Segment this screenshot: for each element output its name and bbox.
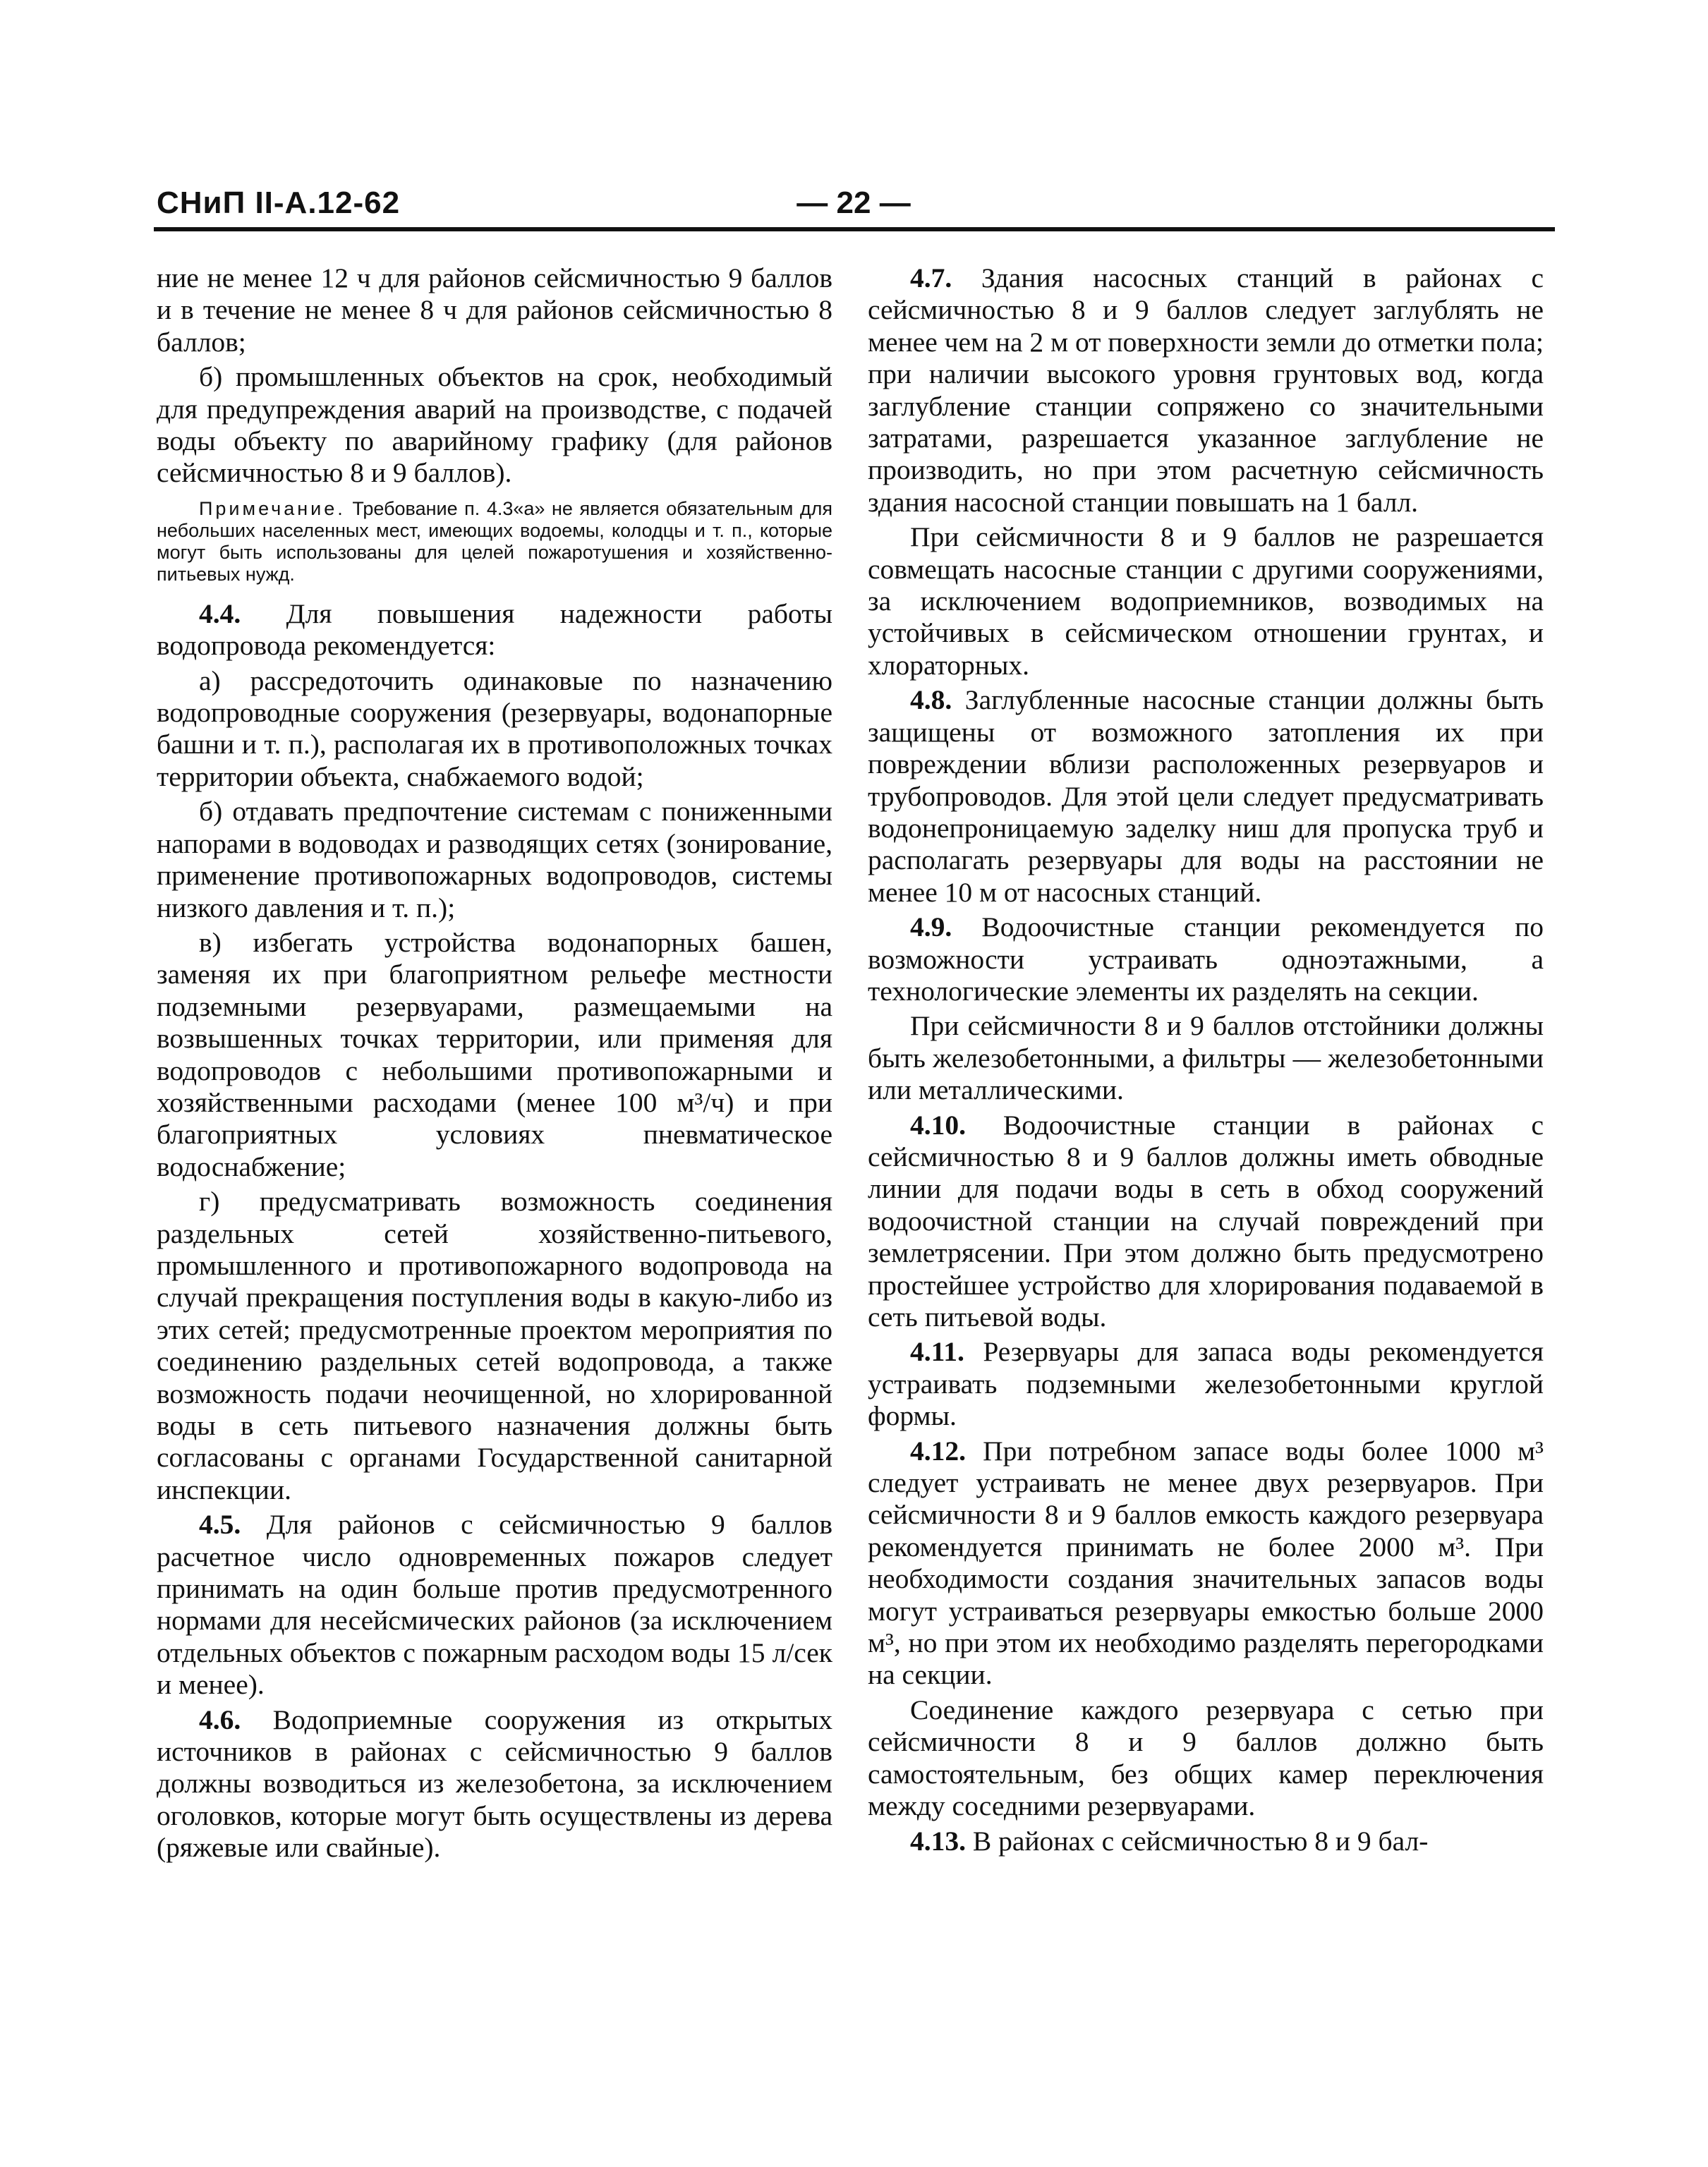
list-item-b: б) отдавать предпочтение системам с пониженными напорами в водоводах и разводящих сетях (зонирование, применение противопожарных водопроводов, системы низкого давления и т. п.); (157, 796, 832, 923)
section-text: Водоприемные сооружения из открытых источников в районах с сейсмичностью 9 баллов должны возводиться из железобетона, за исключением оголовков, которые могут быть осуществлены из дерева (ряжевые или свайные). (157, 1704, 832, 1864)
note-text: Требование п. 4.3«а» не является обязательным для небольших населенных мест, имеющих водоемы, колодцы и т. п., которые могут быть использованы для целей пожаротушения и хозяйственно-питьевых нужд. (157, 497, 832, 585)
left-column (157, 262, 832, 1867)
list-item-g: г) предусматривать возможность соединения раздельных сетей хозяйственно-питьевого, промышленного и противопожарного водопровода на случай прекращения поступления воды в какую-либо из этих сетей; предусмотренные проектом мероприятия по соединению раздельных сетей водопровода, а также возможность подачи неочищенной, но хлорированной воды в сеть питьевого назначения должны быть согласованы с органами Государственной санитарной инспекции. (157, 1186, 832, 1505)
section-text: Водоочистные станции рекомендуется по возможности устраивать одноэтажными, а технологические элементы их разделять на секции. (868, 911, 1544, 1007)
section-number: 4.10. (910, 1109, 966, 1141)
note-label: Примечание. (199, 497, 346, 519)
section-number: 4.4. (199, 597, 241, 629)
section-text: При потребном запасе воды более 1000 м³ следует устраивать не менее двух резервуаров. При сейсмичности 8 и 9 баллов емкость каждого резервуара рекомендуется принимать не более 2000 м³. При необходимости создания значительных запасов воды могут устраиваться резервуары емкостью больше 2000 м³, но при этом их необходимо разделять перегородками на секции. (868, 1435, 1544, 1691)
paragraph: Соединение каждого резервуара с сетью при сейсмичности 8 и 9 баллов должно быть самостоятельным, без общих камер переключения между соседними резервуарами. (868, 1694, 1544, 1822)
section-number: 4.13. (910, 1825, 966, 1857)
paragraph-continuation: ние не менее 12 ч для районов сейсмичностью 9 баллов и в течение не менее 8 ч для районов сейсмичностью 8 баллов; (157, 262, 832, 358)
page-number: — 22 — (797, 186, 911, 220)
section-4-10 (868, 1110, 1544, 1334)
section-4-7 (868, 262, 1544, 518)
paragraph: При сейсмичности 8 и 9 баллов не разрешается совмещать насосные станции с другими сооружениями, за исключением водоприемников, возводимых на устойчивых в сейсмическом отношении грунтах, и хлораторных. (868, 521, 1544, 681)
section-4-6 (157, 1704, 832, 1864)
section-4-4 (157, 598, 832, 662)
section-number: 4.6. (199, 1704, 241, 1735)
section-4-11 (868, 1336, 1544, 1432)
header-rule (154, 227, 1555, 231)
right-column (868, 262, 1544, 1860)
section-text: Здания насосных станций в районах с сейсмичностью 8 и 9 баллов следует заглублять не менее чем на 2 м от поверхности земли до отметки пола; при наличии высокого уровня грунтовых вод, когда заглубление станции сопряжено со значительными затратами, разрешается указанное заглубление не производить, но при этом расчетную сейсмичность здания насосной станции повышать на 1 балл. (868, 262, 1544, 518)
section-4-8 (868, 684, 1544, 909)
paragraph-item-b: б) промышленных объектов на срок, необходимый для предупреждения аварий на производстве, с подачей воды объекту по аварийному графику (для районов сейсмичностью 8 и 9 баллов). (157, 361, 832, 489)
section-number: 4.7. (910, 262, 952, 293)
section-number: 4.11. (910, 1336, 964, 1368)
section-text: Для районов с сейсмичностью 9 баллов расчетное число одновременных пожаров следует принимать на один больше против предусмотренного нормами для несейсмических районов (за исключением отдельных объектов с пожарным расходом воды 15 л/сек и менее). (157, 1509, 832, 1701)
list-item-a: а) рассредоточить одинаковые по назначению водопроводные сооружения (резервуары, водонапорные башни и т. п.), располагая их в противоположных точках территории объекта, снабжаемого водой; (157, 664, 832, 792)
section-text: Водоочистные станции в районах с сейсмичностью 8 и 9 баллов должны иметь обводные линии для подачи воды в сеть в обход сооружений водоочистной станции на случай повреждений при землетрясении. При этом должно быть предусмотрено простейшее устройство для хлорирования подаваемой в сеть питьевой воды. (868, 1109, 1544, 1333)
section-text: Для повышения надежности работы водопровода рекомендуется: (157, 597, 833, 662)
document-code: СНиП II-А.12-62 (157, 186, 401, 220)
section-4-9 (868, 911, 1544, 1007)
section-4-13 (868, 1826, 1544, 1857)
section-4-5 (157, 1509, 832, 1701)
note (157, 498, 832, 585)
list-item-v: в) избегать устройства водонапорных башен, заменяя их при благоприятном рельефе местности подземными резервуарами, размещаемыми на возвышенных точках территории, или применяя для водопроводов с небольшими противопожарными и хозяйственными расходами (менее 100 м³/ч) и при благоприятных условиях пневматическое водоснабжение; (157, 926, 832, 1182)
paragraph: При сейсмичности 8 и 9 баллов отстойники должны быть железобетонными, а фильтры — железобетонными или металлическими. (868, 1010, 1544, 1106)
section-text: Заглубленные насосные станции должны быть защищены от возможного затопления их при повреждении вблизи расположенных резервуаров и трубопроводов. Для этой цели следует предусматривать водонепроницаемую заделку ниш для пропуска труб и располагать резервуары для воды на расстоянии не менее 10 м от насосных станций. (868, 684, 1544, 908)
section-number: 4.5. (199, 1509, 241, 1541)
section-text: Резервуары для запаса воды рекомендуется устраивать подземными железобетонными круглой формы. (868, 1336, 1544, 1432)
section-number: 4.8. (910, 684, 952, 716)
page-header (0, 0, 1708, 233)
section-4-12 (868, 1435, 1544, 1692)
section-number: 4.12. (910, 1435, 966, 1467)
section-text: В районах с сейсмичностью 8 и 9 бал- (972, 1825, 1429, 1857)
section-number: 4.9. (910, 911, 952, 943)
